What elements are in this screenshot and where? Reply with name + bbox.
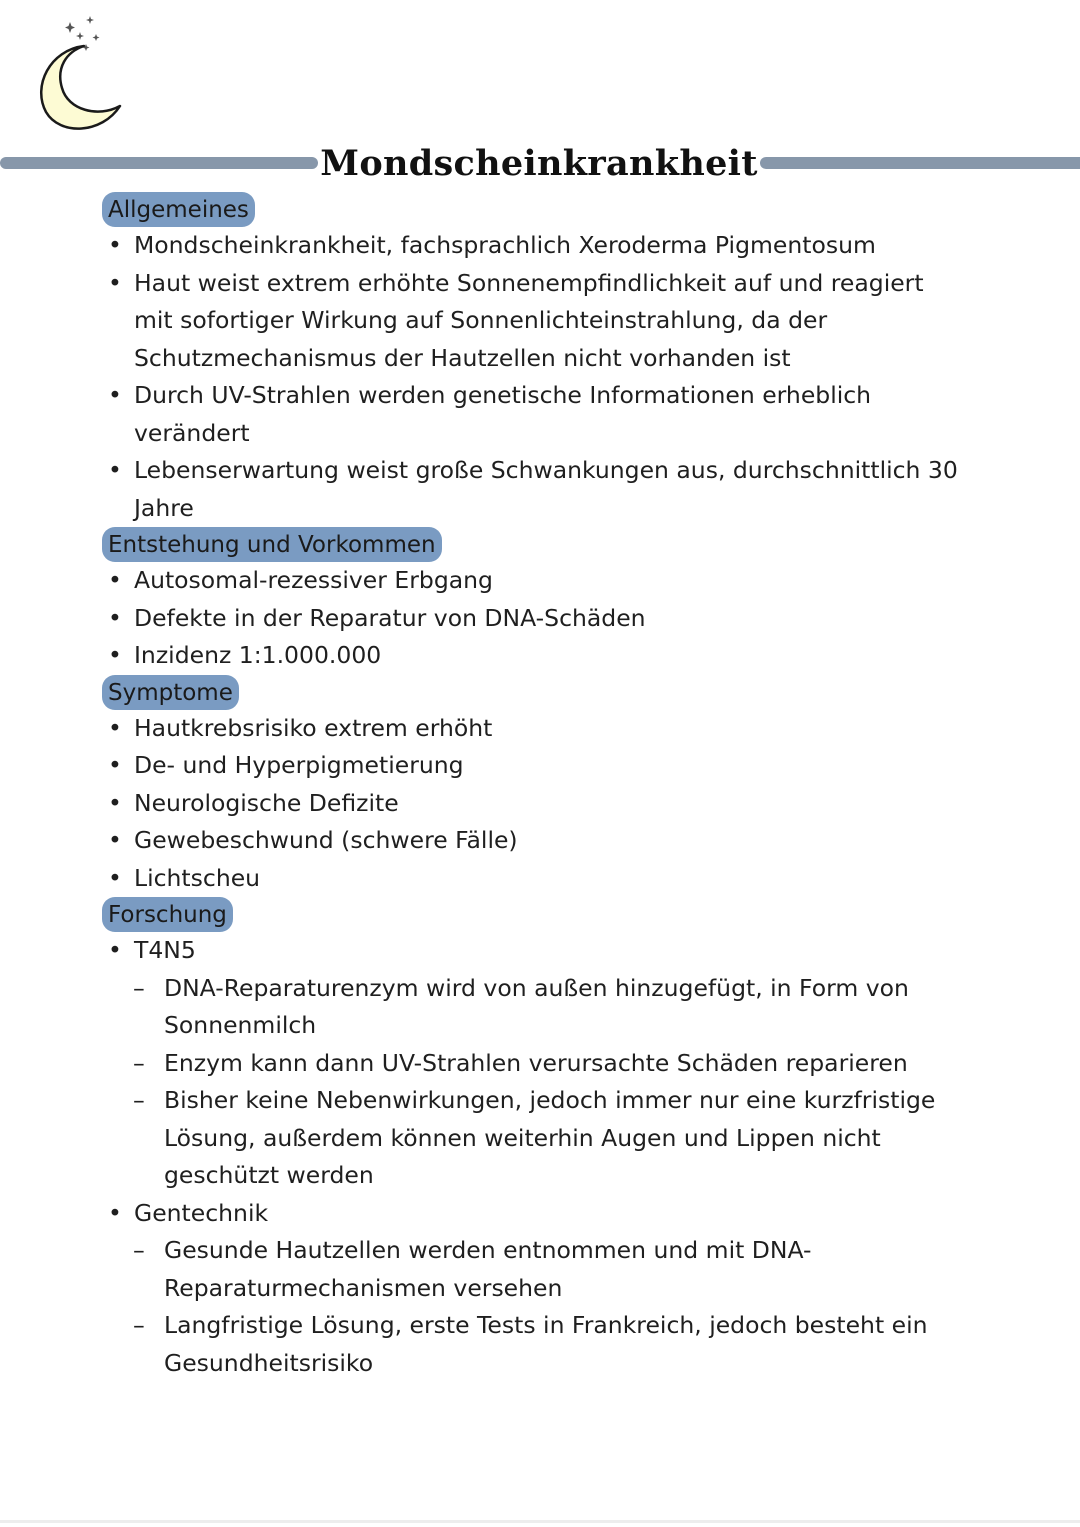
section-heading: Symptome — [102, 675, 239, 710]
sub-item-text: Gesundheitsrisiko — [164, 1348, 374, 1377]
list-item-line — [100, 932, 1000, 970]
list-item-text: Schutzmechanismus der Hautzellen nicht vorhanden ist — [134, 343, 791, 372]
dash-icon: – — [133, 1236, 145, 1264]
list-item-line — [100, 490, 1000, 528]
sub-item-line — [100, 1007, 1000, 1045]
sub-item-text: Sonnenmilch — [164, 1011, 317, 1039]
title-row — [0, 140, 1080, 188]
title-divider-right — [760, 157, 1080, 169]
bullet-icon: • — [108, 788, 122, 817]
list-item-line — [100, 302, 1000, 340]
list-item-line — [100, 1195, 1000, 1233]
list-item-line — [100, 710, 1000, 748]
dash-icon: – — [133, 1086, 145, 1114]
bullet-icon: • — [108, 603, 122, 632]
bullet-icon: • — [108, 268, 122, 297]
list-item-text: Neurologische Defizite — [134, 788, 399, 817]
list-item-line — [100, 415, 1000, 453]
list-item-line — [100, 637, 1000, 675]
sub-item-line — [100, 1082, 1000, 1120]
sub-item-line — [100, 1045, 1000, 1083]
list-item-text: Gentechnik — [134, 1198, 269, 1227]
dash-icon: – — [133, 1048, 145, 1077]
page-title: Mondscheinkrankheit — [320, 143, 758, 184]
sub-item-text: Enzym kann dann UV-Strahlen verursachte Schäden reparieren — [164, 1048, 908, 1077]
list-item-line — [100, 562, 1000, 600]
dash-icon: – — [133, 973, 145, 1002]
list-item-text: Mondscheinkrankheit, fachsprachlich Xeroderma Pigmentosum — [134, 231, 876, 259]
bullet-icon: • — [108, 1198, 122, 1227]
bullet-icon: • — [108, 751, 122, 779]
sub-item-text: Langfristige Lösung, erste Tests in Frankreich, jedoch besteht ein — [164, 1311, 928, 1339]
section-3 — [100, 897, 1000, 1382]
list-item-line — [100, 860, 1000, 898]
title-divider-left — [0, 157, 318, 169]
sub-item-text: Lösung, außerdem können weiterhin Augen und Lippen nicht — [164, 1123, 881, 1152]
sub-item-text: Reparaturmechanismen versehen — [164, 1273, 563, 1302]
section-heading-row — [100, 897, 1000, 932]
section-heading: Entstehung und Vorkommen — [102, 527, 442, 562]
section-heading-row — [100, 675, 1000, 710]
list-item-text: De- und Hyperpigmetierung — [134, 751, 464, 779]
list-item-text: verändert — [134, 418, 250, 447]
list-item-text: Gewebeschwund (schwere Fälle) — [134, 826, 518, 854]
list-item-text: T4N5 — [134, 936, 196, 964]
section-heading: Allgemeines — [102, 192, 255, 227]
list-item-text: Jahre — [134, 493, 194, 522]
list-item-line — [100, 227, 1000, 265]
page-bottom-divider — [0, 1520, 1080, 1523]
list-item-line — [100, 340, 1000, 378]
bullet-icon: • — [108, 826, 122, 854]
list-item-text: mit sofortiger Wirkung auf Sonnenlichteinstrahlung, da der — [134, 306, 828, 334]
list-item-line — [100, 377, 1000, 415]
sub-item-line — [100, 1120, 1000, 1158]
bullet-icon: • — [108, 456, 122, 484]
list-item-text: Hautkrebsrisiko extrem erhöht — [134, 713, 493, 742]
list-item-text: Autosomal-rezessiver Erbgang — [134, 566, 493, 594]
list-item-text: Lebenserwartung weist große Schwankungen aus, durchschnittlich 30 — [134, 456, 958, 484]
sub-item-text: geschützt werden — [164, 1161, 374, 1189]
list-item-line — [100, 265, 1000, 303]
list-item-line — [100, 822, 1000, 860]
bullet-icon: • — [108, 231, 122, 259]
list-item-text: Inzidenz 1:1.000.000 — [134, 641, 382, 669]
moon-icon — [22, 8, 132, 138]
list-item-text: Haut weist extrem erhöhte Sonnenempfindlichkeit auf und reagiert — [134, 268, 924, 297]
section-1 — [100, 527, 1000, 675]
list-item-text: Defekte in der Reparatur von DNA-Schäden — [134, 603, 646, 632]
sub-item-line — [100, 1232, 1000, 1270]
bullet-icon: • — [108, 381, 122, 409]
sub-item-text: DNA-Reparaturenzym wird von außen hinzugefügt, in Form von — [164, 973, 909, 1002]
sub-item-text: Gesunde Hautzellen werden entnommen und mit DNA- — [164, 1236, 812, 1264]
list-item-line — [100, 785, 1000, 823]
list-item-line — [100, 452, 1000, 490]
list-item-line — [100, 600, 1000, 638]
section-heading: Forschung — [102, 897, 233, 932]
sub-item-text: Bisher keine Nebenwirkungen, jedoch immer nur eine kurzfristige — [164, 1086, 936, 1114]
section-2 — [100, 675, 1000, 898]
sub-item-line — [100, 1270, 1000, 1308]
section-heading-row — [100, 527, 1000, 562]
bullet-icon: • — [108, 566, 122, 594]
list-item-line — [100, 747, 1000, 785]
bullet-icon: • — [108, 641, 122, 669]
list-item-text: Lichtscheu — [134, 863, 261, 892]
sub-item-line — [100, 1157, 1000, 1195]
sub-item-line — [100, 970, 1000, 1008]
bullet-icon: • — [108, 863, 122, 892]
notes-content — [100, 192, 1000, 1382]
bullet-icon: • — [108, 713, 122, 742]
sub-item-line — [100, 1307, 1000, 1345]
section-heading-row — [100, 192, 1000, 227]
section-0 — [100, 192, 1000, 527]
dash-icon: – — [133, 1311, 145, 1339]
sub-item-line — [100, 1345, 1000, 1383]
bullet-icon: • — [108, 936, 122, 964]
list-item-text: Durch UV-Strahlen werden genetische Informationen erheblich — [134, 381, 872, 409]
